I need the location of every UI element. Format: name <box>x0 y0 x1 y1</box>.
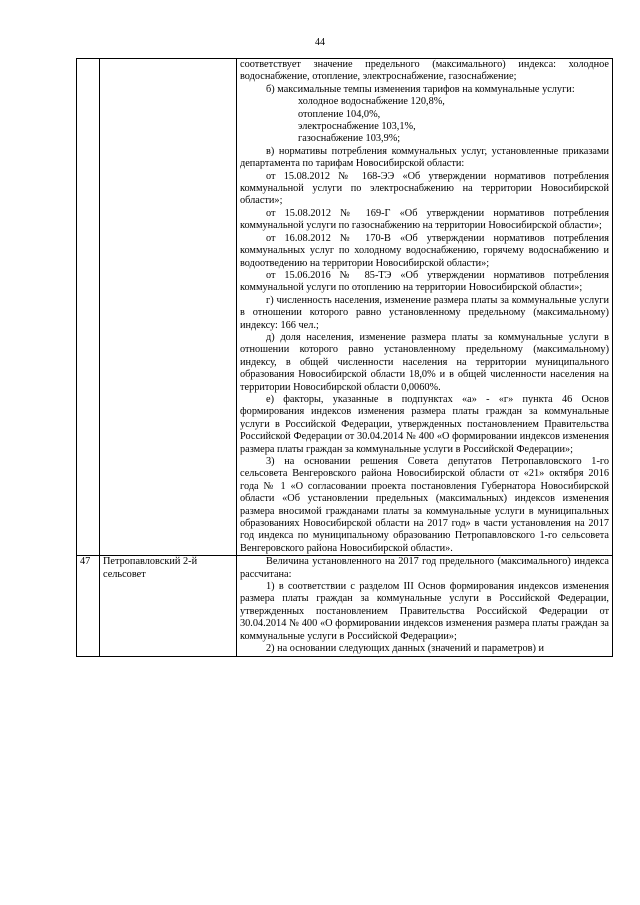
paragraph: г) численность населения, изменение размера платы за коммунальные услуги в отношении которого равно установленному предельному (максимальному) индексу: 166 чел.; <box>240 294 609 331</box>
paragraph: соответствует значение предельного (максимального) индекса: холодное водоснабжение, отопление, электроснабжение, газоснабжение; <box>240 59 609 83</box>
paragraph: б) максимальные темпы изменения тарифов на коммунальные услуги: <box>266 83 575 95</box>
municipality-name-cell <box>100 59 237 556</box>
paragraph: 3) на основании решения Совета депутатов Петропавловского 1-го сельсовета Венгеровского района Новосибирской области от «21» октября 2016 года № 1 «О согласовании проекта постановления Губернатора Новосибирской области «Об установлении предельных (максимальных) индексов изменения размера вносимой гражданами платы за коммунальные услуги в муниципальных образованиях Новосибирской области на 2017 год» в части установления на 2017 год индекса по муниципальному образованию Петропавловского 1-го сельсовета Венгеровского района Новосибирской области». <box>240 456 609 554</box>
paragraph: газоснабжение 103,9%; <box>298 133 401 145</box>
paragraph: от 15.06.2016 № 85-ТЭ «Об утверждении нормативов потребления коммунальной услуги по отоплению на территории Новосибирской области»; <box>240 269 609 294</box>
row-number-cell: 47 <box>77 556 100 656</box>
description-cell <box>237 556 613 656</box>
paragraph: от 15.08.2012 № 169-Г «Об утверждении нормативов потребления коммунальной услуги по газоснабжению на территории Новосибирской области»; <box>240 207 609 232</box>
paragraph: в) нормативы потребления коммунальных услуг, установленные приказами департамента по тарифам Новосибирской области: <box>240 145 609 170</box>
paragraph: холодное водоснабжение 120,8%, <box>298 96 445 108</box>
paragraph: д) доля населения, изменение размера платы за коммунальные услуги в отношении которого равно установленному предельному (максимальному) индексу, в общей численности населения на территории муниципального образования Новосибирской области 18,0% и в общей численности населения на территории Новосибирской области 0,0060%. <box>240 331 609 393</box>
municipality-name-cell: Петропавловский 2-й сельсовет <box>100 556 237 656</box>
document-table <box>76 58 613 657</box>
table-row <box>77 556 613 656</box>
paragraph: Величина установленного на 2017 год предельного (максимального) индекса рассчитана: <box>240 556 609 580</box>
paragraph: от 15.08.2012 № 168-ЭЭ «Об утверждении нормативов потребления коммунальной услуги по электроснабжению на территории Новосибирской области»; <box>240 170 609 207</box>
paragraph: отопление 104,0%, <box>298 108 381 120</box>
paragraph: электроснабжение 103,1%, <box>298 121 416 133</box>
description-text <box>240 556 609 655</box>
paragraph: 2) на основании следующих данных (значений и параметров) и <box>266 643 544 655</box>
page-number: 44 <box>315 37 325 48</box>
paragraph: е) факторы, указанные в подпунктах «а» - «г» пункта 46 Основ формирования индексов изменения размера платы граждан за коммунальные услуги в Российской Федерации, утвержденных постановлением Правительства Российской Федерации от 30.04.2014 № 400 «О формировании индексов изменения размера платы граждан за коммунальные услуги в Российской Федерации»; <box>240 393 609 455</box>
paragraph: 1) в соответствии с разделом III Основ формирования индексов изменения размера платы граждан за коммунальные услуги в Российской Федерации, утвержденных постановлением Правительства Российской Федерации от 30.04.2014 № 400 «О формировании индексов изменения размера платы граждан за коммунальные услуги в Российской Федерации»; <box>240 581 609 642</box>
row-number-cell <box>77 59 100 556</box>
description-cell <box>237 59 613 556</box>
description-text <box>240 59 609 555</box>
table-row <box>77 59 613 556</box>
paragraph: от 16.08.2012 № 170-В «Об утверждении нормативов потребления коммунальных услуг по холодному водоснабжению, горячему водоснабжению и водоотведению на территории Новосибирской области»; <box>240 232 609 269</box>
